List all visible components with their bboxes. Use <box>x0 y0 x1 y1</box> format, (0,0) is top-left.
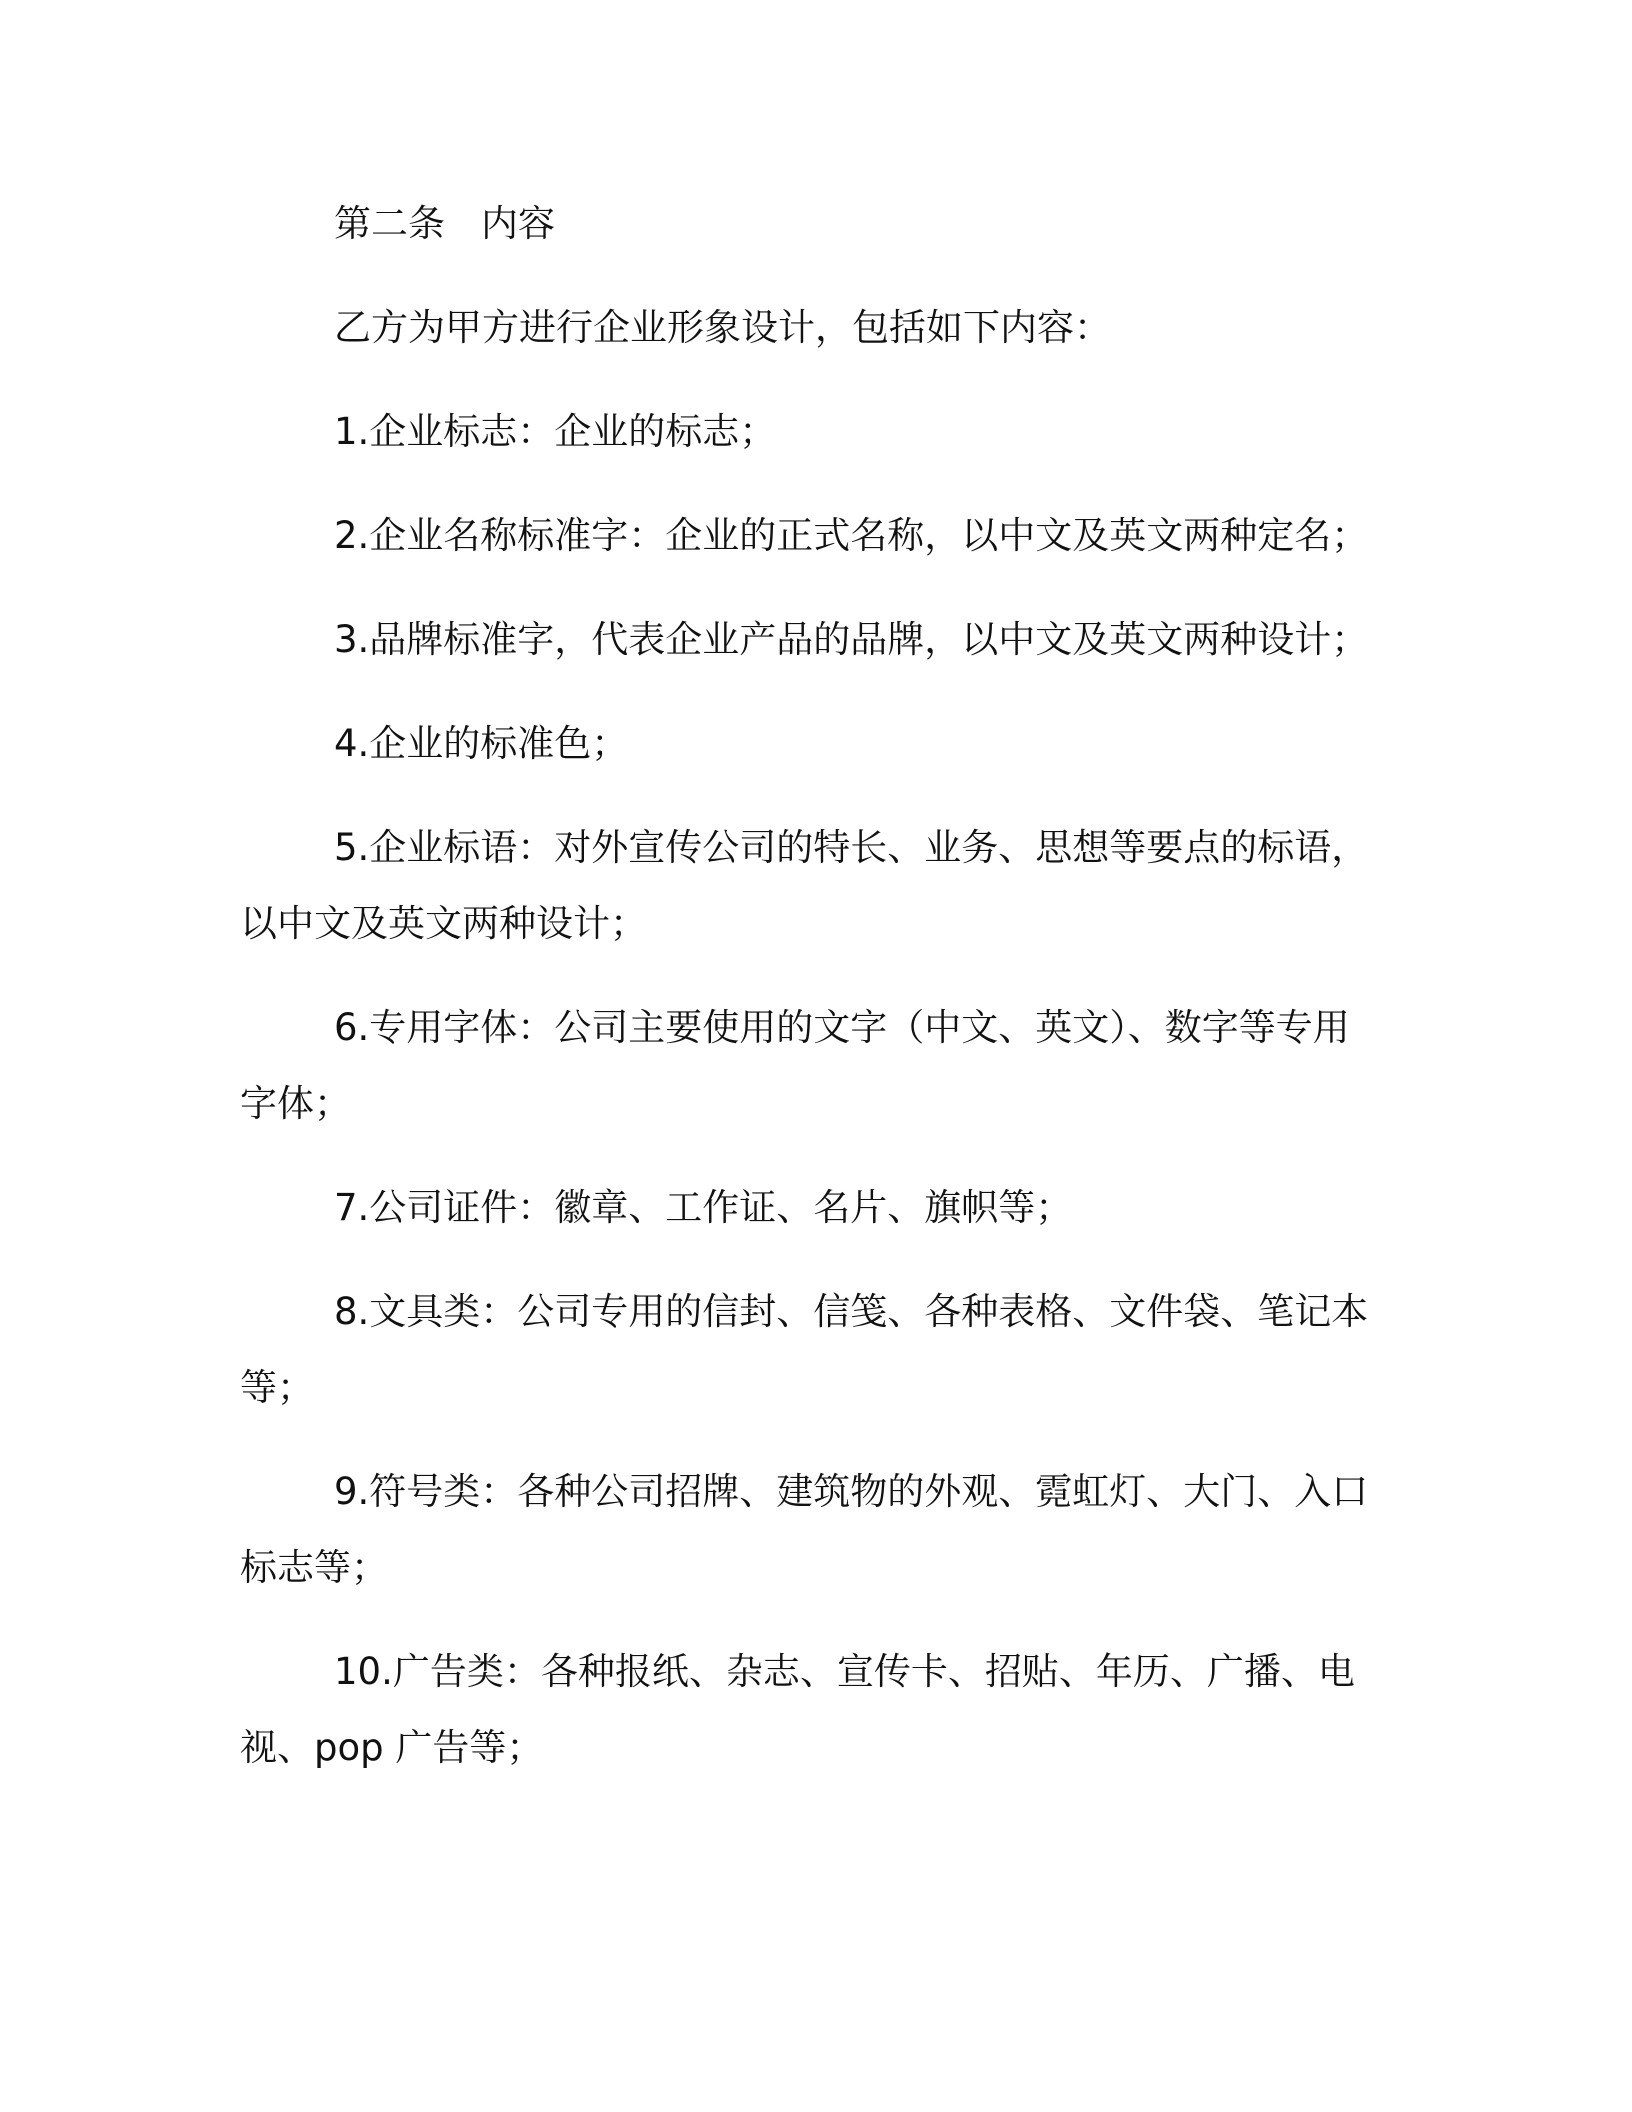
list-item: 4.企业的标准色； <box>334 722 629 765</box>
section-title: 内容 <box>481 202 555 245</box>
intro-paragraph: 乙方为甲方进行企业形象设计，包括如下内容： <box>334 306 1111 349</box>
section-heading <box>240 186 1380 262</box>
list-item: 8.文具类：公司专用的信封、信笺、各种表格、文件袋、笔记本等； <box>240 1290 1369 1409</box>
list-item: 7.公司证件：徽章、工作证、名片、旗帜等； <box>334 1186 1073 1229</box>
list-item: 5.企业标语：对外宣传公司的特长、业务、思想等要点的标语，以中文及英文两种设计； <box>240 826 1369 945</box>
list-item: 9.符号类：各种公司招牌、建筑物的外观、霓虹灯、大门、入口标志等； <box>240 1470 1369 1589</box>
section-number: 第二条 <box>334 202 445 245</box>
list-item: 2.企业名称标准字：企业的正式名称，以中文及英文两种定名； <box>334 514 1369 557</box>
document-body <box>240 186 1380 1814</box>
list-item: 6.专用字体：公司主要使用的文字（中文、英文）、数字等专用字体； <box>240 1006 1350 1125</box>
list-item: 3.品牌标准字，代表企业产品的品牌，以中文及英文两种设计； <box>334 618 1369 661</box>
list-item: 1.企业标志：企业的标志； <box>334 410 777 453</box>
list-item: 10.广告类：各种报纸、杂志、宣传卡、招贴、年历、广播、电视、pop 广告等； <box>240 1650 1355 1769</box>
